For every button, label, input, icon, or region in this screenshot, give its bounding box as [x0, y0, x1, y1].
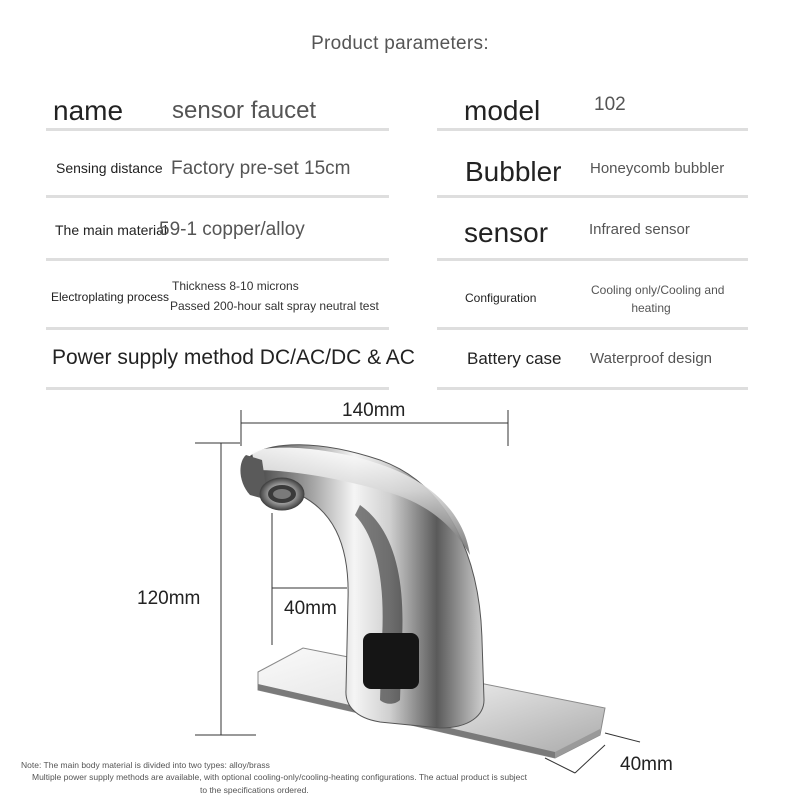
- sensing-value: Factory pre-set 15cm: [171, 158, 351, 179]
- material-label: The main material: [55, 222, 168, 238]
- note-line3: to the specifications ordered.: [200, 785, 309, 795]
- config-label: Configuration: [465, 291, 537, 305]
- bubbler-label: Bubbler: [465, 156, 562, 187]
- page-title: Product parameters:: [311, 33, 489, 54]
- bubbler-value: Honeycomb bubbler: [590, 160, 725, 177]
- model-label: model: [464, 95, 541, 126]
- base-dimension: 40mm: [620, 754, 673, 775]
- name-value: sensor faucet: [172, 97, 317, 124]
- sensing-label: Sensing distance: [56, 160, 163, 176]
- material-value: 59-1 copper/alloy: [159, 219, 305, 240]
- note-line2: Multiple power supply methods are available, with optional cooling-only/cooling-heating configurations. The actual product is subject: [32, 772, 528, 782]
- note-line1: Note: The main body material is divided into two types: alloy/brass: [21, 760, 270, 770]
- power-supply-text: Power supply method DC/AC/DC & AC: [52, 346, 415, 369]
- sensor-window: [363, 633, 419, 689]
- plating-label: Electroplating process: [51, 290, 170, 304]
- width-dimension: 140mm: [342, 400, 406, 421]
- battery-value: Waterproof design: [590, 350, 713, 367]
- height-dimension: 120mm: [137, 588, 201, 609]
- battery-label: Battery case: [467, 349, 562, 368]
- model-value: 102: [594, 94, 626, 115]
- config-value-line2: heating: [631, 301, 671, 315]
- sensor-value: Infrared sensor: [589, 221, 690, 238]
- plating-value-line2: Passed 200-hour salt spray neutral test: [170, 299, 379, 313]
- name-label: name: [53, 95, 124, 126]
- plating-value-line1: Thickness 8-10 microns: [172, 279, 299, 293]
- spout-dimension: 40mm: [284, 598, 337, 619]
- config-value-line1: Cooling only/Cooling and: [591, 283, 725, 297]
- sensor-label: sensor: [464, 217, 549, 248]
